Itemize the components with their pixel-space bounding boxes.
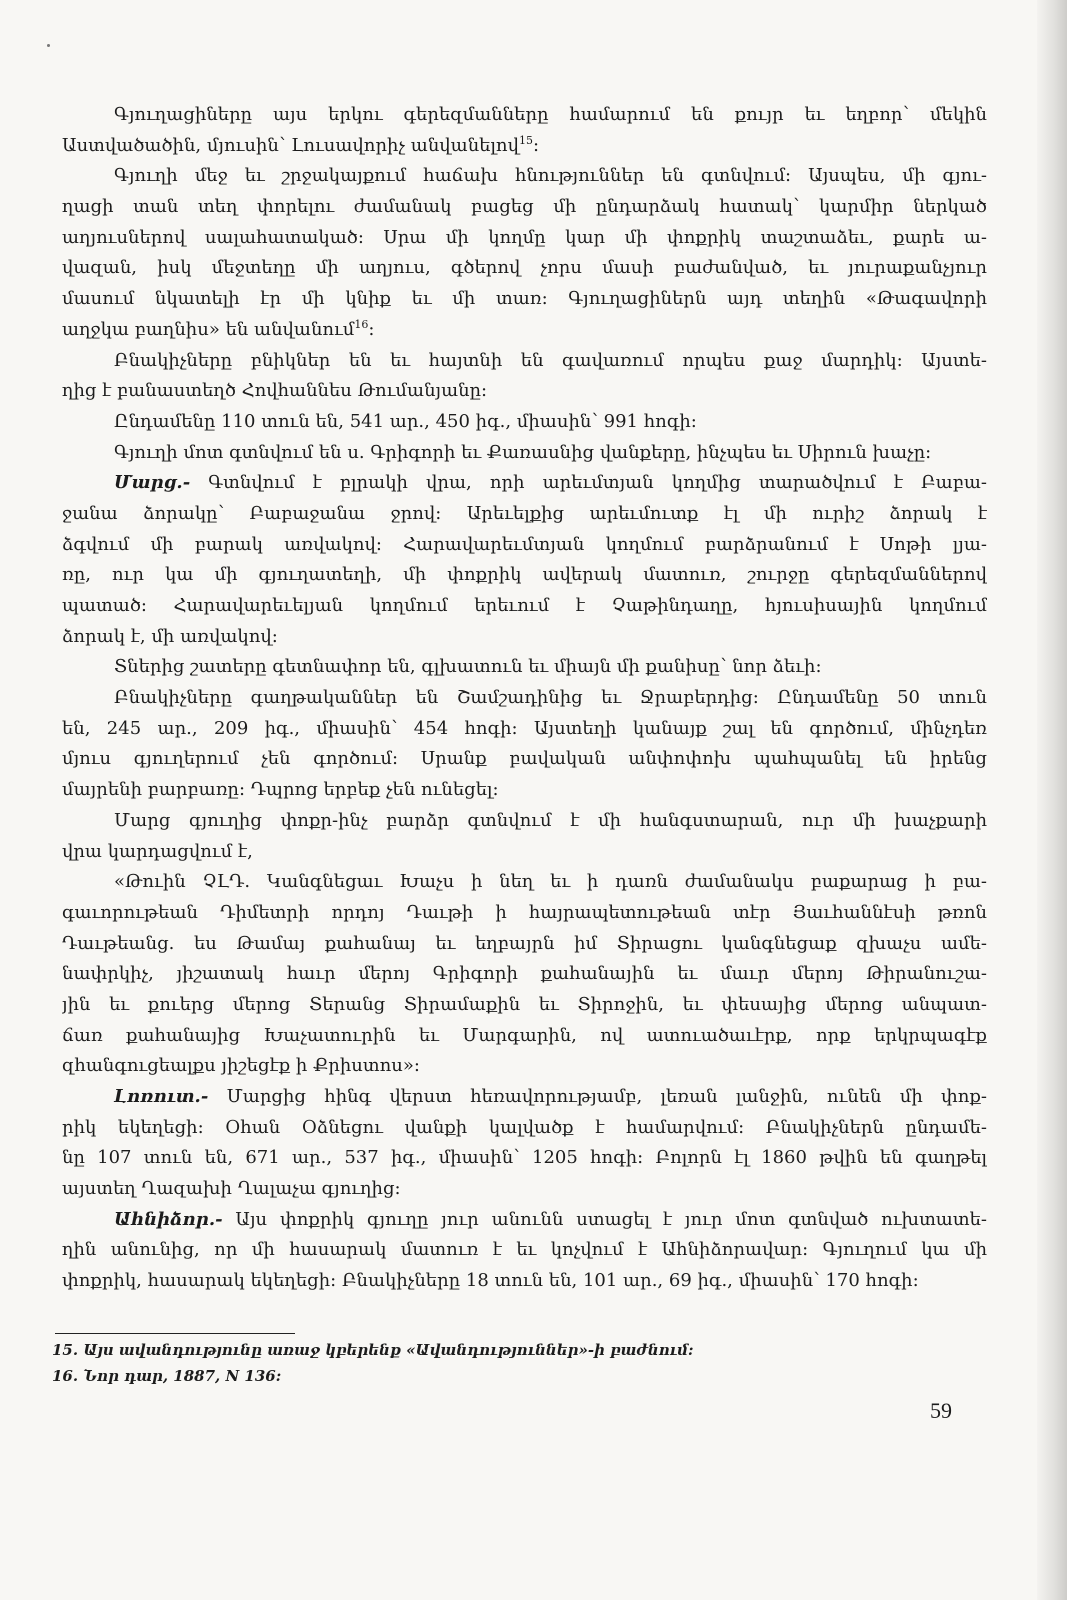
section-head: Լոռուտ.- <box>114 1086 209 1107</box>
text-line: մյուս գյուղերում չեն գործում: Սրանք բավական անփոփոխ պահպանել են իրենց <box>62 748 987 770</box>
text-line: նափրկիչ, յիշատակ հաւր մերոյ Գրիգորի քահանային եւ մաւր մերոյ Թիրանուշա- <box>62 963 987 985</box>
footnote-ref: 15 <box>518 133 533 147</box>
text-line: գաւորութեան Դիմետրի որդոյ Դաւթի ի հայրապետութեան տէր Յաւհաննէսի թռոն <box>62 901 987 923</box>
text-line: մասում նկատելի էր մի կնիք եւ մի տառ: Գյուղացիներն այդ տեղին «Թագավորի <box>62 288 987 310</box>
text-span: Գտնվում է բլրակի վրա, որի արեւմտյան կողմից տարածվում է Բաբա- <box>190 472 987 494</box>
text-line: Տներից շատերը գետնափոր են, գլխատուն եւ միայն մի քանիսը՝ նոր ձեւի: <box>114 656 822 678</box>
text-line: են, 245 ար., 209 իգ., միասին՝ 454 հոգի: Այստեղի կանայք շալ են գործում, մինչդեռ <box>62 717 987 739</box>
text-line <box>62 468 987 499</box>
section-head: Մարց.- <box>114 472 191 494</box>
text-line: ձորակ է, մի առվակով: <box>62 625 278 647</box>
footnote-16: 16. Նոր դար, 1887, N 136: <box>52 1367 282 1385</box>
text-line: ջանա ձորակը՝ Բաբաջանա ջրով: Արեւելքից արեւմուտք էլ մի ուրիշ ձորակ է <box>62 502 987 524</box>
text-line: Բնակիչները գաղթականներ են Շամշադինից եւ Ջրաբերդից: Ընդամենը 50 տուն <box>114 687 987 709</box>
text-line: Մարց գյուղից փոքր-ինչ բարձր գտնվում է մի հանգստարան, ուր մի խաչքարի <box>114 809 987 831</box>
scan-edge-shadow <box>1037 0 1067 1600</box>
text-line: ղից է բանաստեղծ Հովհաննես Թումանյանը: <box>62 380 488 402</box>
text-line: ձգվում մի բարակ առվակով: Հարավարեւմտյան կողմում բարձրանում է Սոթի լյա- <box>62 533 987 555</box>
text-line: այստեղ Ղազախի Ղալաչա գյուղից: <box>62 1178 401 1200</box>
text-line: զհանգուցեալքս յիշեցէք ի Քրիստոս»: <box>62 1055 420 1077</box>
text-line: ճառ քահանայից Խաչատուրին եւ Մարգարին, ով ատուածաւէրք, որք երկրպագէք <box>62 1024 987 1046</box>
text-line: մայրենի բարբառը: Դպրոց երբեք չեն ունեցել: <box>62 779 499 801</box>
section-head: Ահնիձոր.- <box>114 1208 223 1230</box>
text-line <box>62 131 987 162</box>
text-line <box>62 1082 987 1113</box>
text-line: վրա կարդացվում է, <box>62 840 253 862</box>
text-line: Գյուղի մոտ գտնվում են ս. Գրիգորի եւ Քառասնից վանքերը, ինչպես եւ Սիրուն խաչը: <box>114 441 932 463</box>
text-line: ղացի տան տեղ փորելու ժամանակ բացեց մի ընդարձակ հատակ՝ կարմիր ներկած <box>62 196 987 218</box>
body-text <box>62 100 987 1297</box>
text-line <box>62 1205 987 1236</box>
text-line: Գյուղացիները այս երկու գերեզմանները համարում են քույր եւ եղբոր՝ մեկին <box>114 104 987 125</box>
text-line: ղին անունից, որ մի հասարակ մատուռ է եւ կոչվում է Ահնիձորավար: Գյուղում կա մի <box>62 1239 987 1261</box>
text-line: րիկ եկեղեցի: Օհան Օձնեցու վանքի կալվածք է համարվում: Բնակիչներն ընդամե- <box>62 1116 987 1138</box>
text-line: աղյուսներով սալահատակած: Սրա մի կողմը կար մի փոքրիկ տաշտաձեւ, քարե ա- <box>62 226 987 248</box>
text-span: Այս փոքրիկ գյուղը յուր անունն ստացել է յուր մոտ գտնված ուխտատե- <box>222 1208 987 1230</box>
text-line: Գյուղի մեջ եւ շրջակայքում հաճախ հնություններ են գտնվում: Այսպես, մի գյու- <box>114 165 987 187</box>
footnote-15: 15. Այս ավանդությունը առաջ կբերենք «Ավանդություններ»-ի բաժնում: <box>52 1341 694 1359</box>
footnote-ref: 16 <box>354 317 369 331</box>
text-line: «Թուին ՉԼԴ. Կանգնեցաւ Խաչս ի նեղ եւ ի դառն ժամանակս բաքարաց ի բա- <box>114 871 987 893</box>
text-line: Դաւթեանց. ես Թամայ քահանայ եւ եղբայրն իմ Տիրացու կանգնեցաք զխաչս ամե- <box>62 932 987 954</box>
footnote-separator <box>55 1333 295 1334</box>
text-span: : <box>368 318 375 340</box>
text-line: նը 107 տուն են, 671 ար., 537 իգ., միասին՝ 1205 հոգի: Բոլորն էլ 1860 թվին են գաղթել <box>62 1147 987 1169</box>
text-span: Աստվածածին, մյուսին՝ Լուսավորիչ անվանելով <box>62 134 519 156</box>
text-line: ռը, ուր կա մի գյուղատեղի, մի փոքրիկ ավերակ մատուռ, շուրջը գերեզմաններով <box>62 564 987 586</box>
scan-speck <box>47 44 50 47</box>
text-line: փոքրիկ, հասարակ եկեղեցի: Բնակիչները 18 տուն են, 101 ար., 69 իգ., միասին՝ 170 հոգի: <box>62 1270 919 1292</box>
text-line: յին եւ քուերց մերոց Տերանց Տիրամաքին եւ Տիրոջին, եւ փեսայից մերոց անպատ- <box>62 993 987 1015</box>
text-span: աղջկա բաղնիս» են անվանում <box>62 318 355 340</box>
page-number: 59 <box>930 1398 952 1423</box>
text-line: պատած: Հարավարեւելյան կողմում երեւում է Չաթինդաղը, հյուսիսային կողմում <box>62 595 987 616</box>
text-span: : <box>532 134 540 156</box>
text-line: վազան, իսկ մեջտեղը մի աղյուս, գծերով չորս մասի բաժանված, եւ յուրաքանչյուր <box>62 257 987 279</box>
text-span: Մարցից հինգ վերստ հեռավորությամբ, լեռան լանջին, ունեն մի փոք- <box>208 1086 987 1107</box>
text-line: Ընդամենը 110 տուն են, 541 ար., 450 իգ., միասին՝ 991 հոգի: <box>114 410 697 432</box>
text-line: Բնակիչները բնիկներ են եւ հայտնի են գավառում որպես քաջ մարդիկ: Այստե- <box>114 349 987 371</box>
text-line <box>62 315 987 346</box>
